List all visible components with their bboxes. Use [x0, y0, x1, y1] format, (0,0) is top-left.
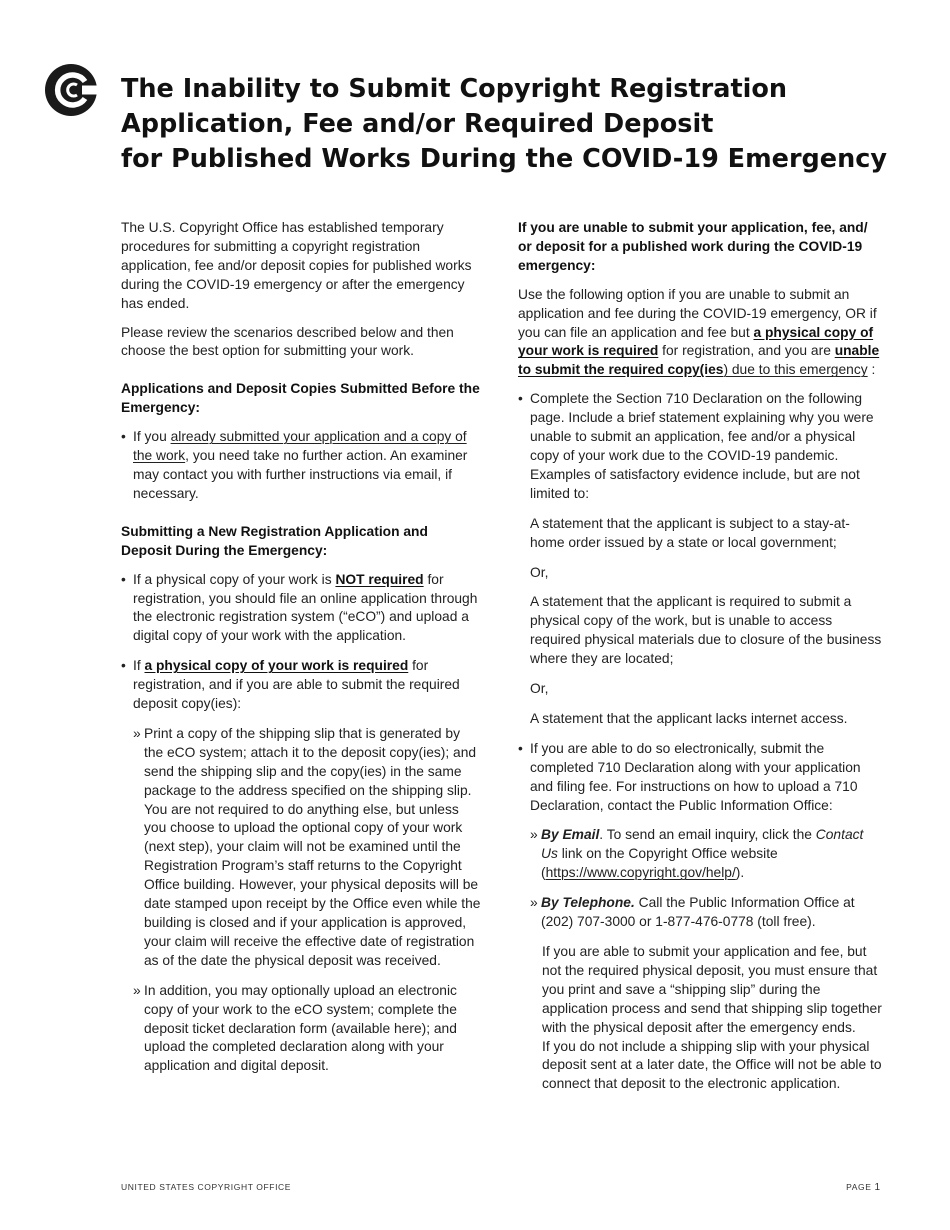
- or-separator: Or,: [530, 564, 549, 580]
- list-item: • If a physical copy of your work is required for registration, and if you are able to submit the required deposit copy(ies): » Print a copy of the shipping slip that is generated by the eCO system; attach it to the deposit copy(ies); and send the shipping slip and the copy(ies) in the same package to the address specified on the shipping slip. You are not required to do anything else, but unless you choose to upload the optional copy of your work (next step), your claim will not be examined until the Registration Program’s staff returns to the Copyright Office building. However, your physical deposits will be date stamped upon receipt by the Office even while the building is closed and if your application is approved, your claim will receive the effective date of registration as of the date the physical deposit was received. » In addition, you may optionally upload an electronic copy of your work to the eCO system; complete the deposit ticket declaration form (available here); and upload the completed declaration along with your application and digital deposit.: [121, 657, 481, 1076]
- footer-page-number: PAGE 1: [846, 1182, 880, 1193]
- option-paragraph: Use the following option if you are unable to submit an application and fee during the COVID-19 emergency, OR if you can file an application and fee but a physical copy of your work is required for registration, and you are unable to submit the required copy(ies) due to this emergency :: [518, 286, 880, 378]
- footer-office-name: UNITED STATES COPYRIGHT OFFICE: [121, 1182, 292, 1192]
- during-emergency-list: [121, 571, 481, 1077]
- contact-methods-list: [530, 826, 883, 932]
- copyright-office-logo: [45, 64, 97, 116]
- list-item: • If you already submitted your application and a copy of the work, you need take no further action. An examiner may contact you with further instructions via email, if necessary.: [121, 428, 481, 504]
- page-title: [121, 72, 921, 177]
- contact-email-item: » By Email. To send an email inquiry, click the Contact Us link on the Copyright Office website (https://www.copyright.gov/help/).: [530, 826, 883, 883]
- example-physical-materials: A statement that the applicant is required to submit a physical copy of the work, but is unable to access required physical materials due to closure of the business where they are located;: [530, 594, 882, 667]
- section-heading-unable: If you are unable to submit your application, fee, and/ or deposit for a published work during the COVID-19 emergency:: [518, 220, 868, 273]
- closing-note: If you are able to submit your application and fee, but not the required physical deposit, you must ensure that you print and save a “shipping slip” during the application process and send that shipping slip together with the physical deposit after the emergency ends. If you do not include a shipping slip with your physical deposit sent at a later date, the Office will not be able to connect that deposit to the electronic application.: [542, 944, 882, 1092]
- section-heading-before-emergency: Applications and Deposit Copies Submitted Before the Emergency:: [121, 381, 480, 416]
- title-line-3: for Published Works During the COVID-19 Emergency: [121, 144, 887, 174]
- help-url-link[interactable]: https://www.copyright.gov/help/: [545, 865, 736, 881]
- contact-phone-item: » By Telephone. Call the Public Information Office at (202) 707-3000 or 1-877-476-0778 (toll free).: [530, 894, 883, 932]
- before-emergency-list: [121, 428, 481, 504]
- example-stay-at-home: A statement that the applicant is subject to a stay-at-home order issued by a state or local government;: [530, 515, 850, 550]
- intro-paragraph: The U.S. Copyright Office has established temporary procedures for submitting a copyright registration application, fee and/or deposit copies for published works during the COVID-19 emergency or after the emergency has ended.: [121, 220, 472, 311]
- list-item: • If a physical copy of your work is NOT required for registration, you should file an online application through the electronic registration system (“eCO”) and upload a digital copy of your work with the application.: [121, 571, 481, 647]
- deposit-steps-list: [133, 725, 481, 1076]
- title-line-2: Application, Fee and/or Required Deposit: [121, 109, 714, 139]
- right-column: [518, 219, 883, 1105]
- already-submitted-link: already submitted your application and a copy of the work: [133, 429, 467, 464]
- left-column: [121, 219, 481, 1087]
- or-separator: Or,: [530, 681, 549, 697]
- sub-list-item: » In addition, you may optionally upload an electronic copy of your work to the eCO system; complete the deposit ticket declaration form (available here); and upload the completed declaration along with your application and digital deposit.: [133, 982, 481, 1077]
- title-line-1: The Inability to Submit Copyright Registration: [121, 74, 788, 104]
- declaration-steps-list: [518, 390, 883, 1094]
- sub-list-item: » Print a copy of the shipping slip that is generated by the eCO system; attach it to the deposit copy(ies); and send the shipping slip and the copy(ies) in the same package to the address specified on the shipping slip. You are not required to do anything else, but unless you choose to upload the optional copy of your work (next step), your claim will not be examined until the Registration Program’s staff returns to the Copyright Office building. However, your physical deposits will be date stamped upon receipt by the Office even while the building is closed and if your application is approved, your claim will receive the effective date of registration as of the date the physical deposit was received.: [133, 725, 481, 971]
- list-item: • If you are able to do so electronically, submit the completed 710 Declaration along with your application and filing fee. For instructions on how to upload a 710 Declaration, contact the Public Information Office: » By Email. To send an email inquiry, click the Contact Us link on the Copyright Office website (https://www.copyright.gov/help/). » By Telephone. Call the Public Information Office at (202) 707-3000 or 1-877-476-0778 (toll free). If you are able to submit your application and fee, but not the required physical deposit, you must ensure that you print and save a “shipping slip” during the application process and send that shipping slip together with the physical deposit after the emergency ends. If you do not include a shipping slip with your physical deposit sent at a later date, the Office will not be able to connect that deposit to the electronic application.: [518, 740, 883, 1094]
- example-internet-access: A statement that the applicant lacks internet access.: [530, 710, 848, 726]
- list-item: • Complete the Section 710 Declaration on the following page. Include a brief statement explaining why you were unable to submit an application, fee and/or a physical copy of your work due to the COVID-19 pandemic. Examples of satisfactory evidence include, but are not limited to: A statement that the applicant is subject to a stay-at-home order issued by a state or local government; Or, A statement that the applicant is required to submit a physical copy of the work, but is unable to access required physical materials due to closure of the business where they are located; Or, A statement that the applicant lacks internet access.: [518, 390, 883, 729]
- section-heading-during-emergency: Submitting a New Registration Application and Deposit During the Emergency:: [121, 523, 428, 558]
- review-paragraph: Please review the scenarios described below and then choose the best option for submitting your work.: [121, 324, 454, 359]
